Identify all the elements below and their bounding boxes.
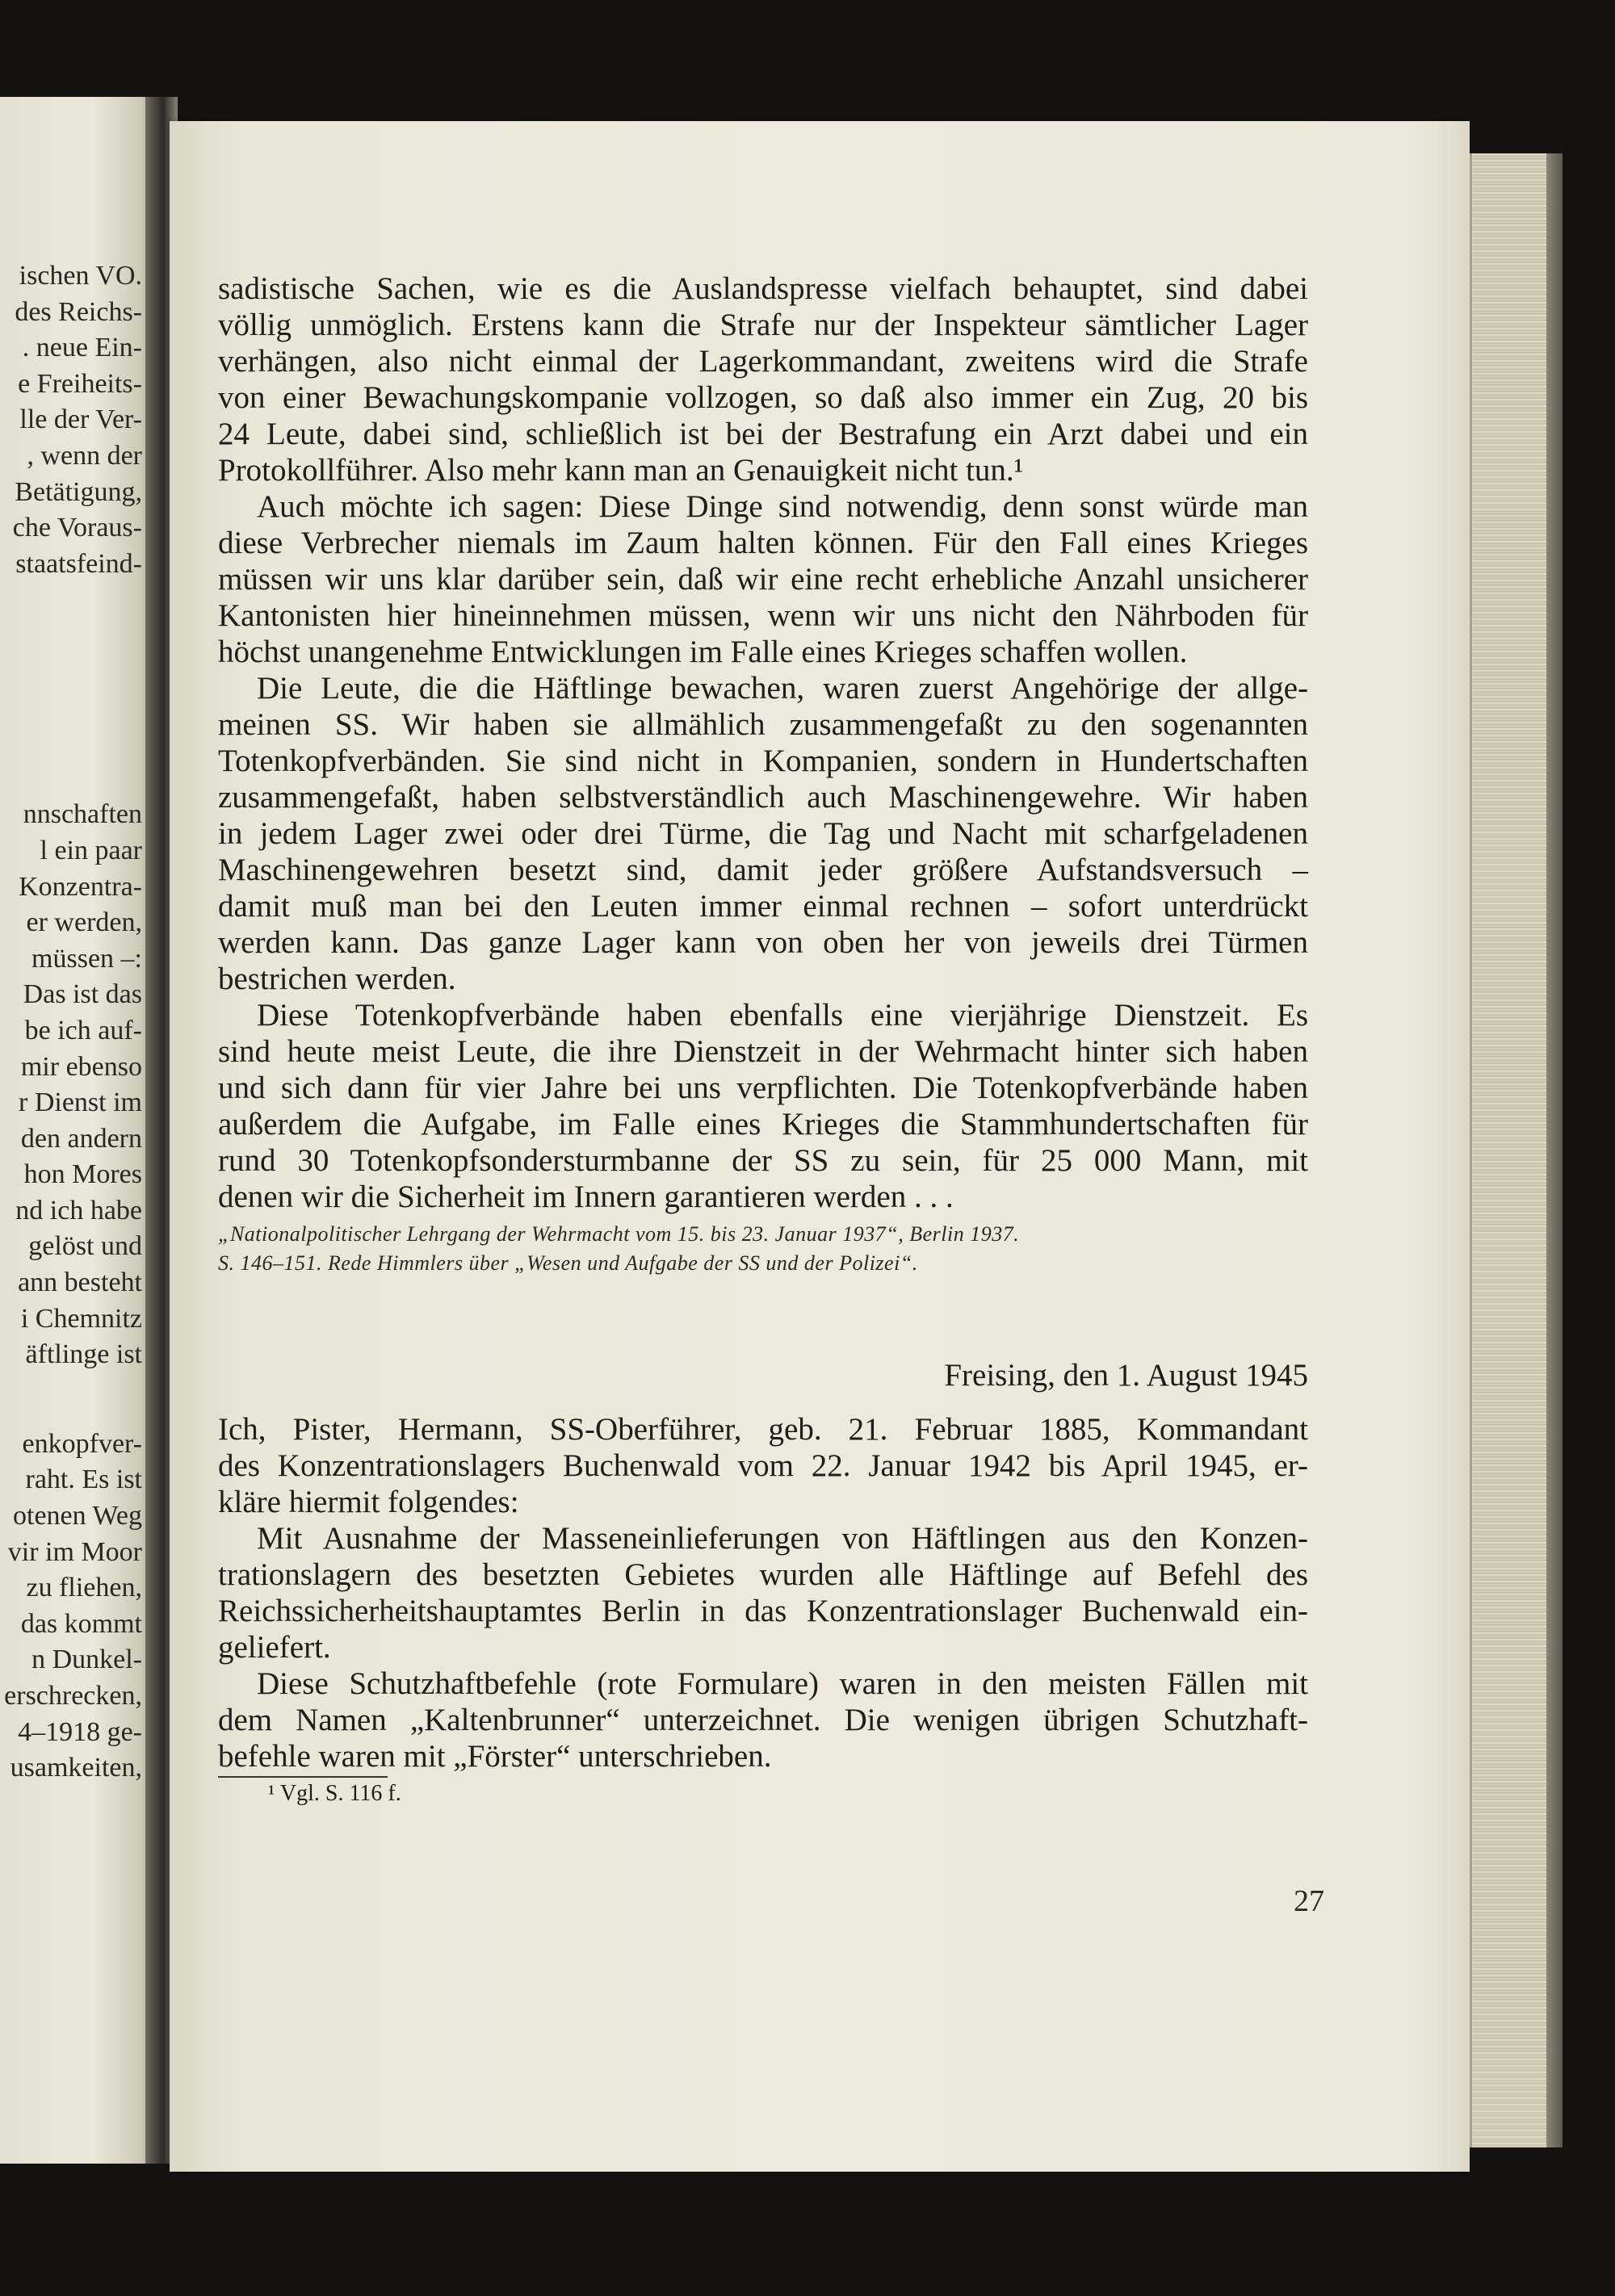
pister-statement (218, 1411, 1308, 1774)
left-page-line: n Dunkel- (31, 1644, 142, 1675)
left-page-gap (0, 582, 142, 797)
speech-line: 24 Leute, dabei sind, schließlich ist bei der Bestrafung ein Arzt dabei und ein (218, 417, 1308, 451)
speech-line: Diese Totenkopfverbände haben ebenfalls eine vierjährige Dienstzeit. Es (257, 998, 1308, 1033)
source-citation (218, 1220, 1308, 1278)
page-number: 27 (1294, 1884, 1324, 1918)
book-cover-edge (1546, 153, 1563, 2147)
statement-line: Reichssicherheitshauptamtes Berlin in das Konzentrationslager Buchenwald ein- (218, 1594, 1308, 1628)
speech-line: rund 30 Totenkopfsondersturmbanne der SS zu sein, für 25 000 Mann, mit (218, 1143, 1308, 1178)
left-page-gap (0, 1373, 142, 1427)
left-page-line: ann besteht (18, 1267, 142, 1298)
left-page-line: . neue Ein- (22, 333, 142, 363)
statement-line: trationslagern des besetzten Gebietes wurden alle Häftlinge auf Befehl des (218, 1557, 1308, 1592)
speech-line: bestrichen werden. (218, 962, 456, 996)
left-page-line: erschrecken, (4, 1681, 142, 1711)
statement-line: dem Namen „Kaltenbrunner“ unterzeichnet. Die wenigen übrigen Schutzhaft- (218, 1703, 1308, 1737)
statement-line: Ich, Pister, Hermann, SS-Oberführer, geb. 21. Februar 1885, Kommandant (218, 1412, 1308, 1447)
speech-line: meinen SS. Wir haben sie allmählich zusammengefaßt zu den sogenannten (218, 707, 1308, 742)
left-page-line: äftlinge ist (25, 1339, 142, 1370)
left-page-line: nnschaften (23, 799, 142, 830)
left-page-line: r Dienst im (19, 1087, 142, 1118)
citation-line: S. 146–151. Rede Himmlers über „Wesen und Aufgabe der SS und der Polizei“. (218, 1251, 918, 1275)
statement-line: kläre hiermit folgendes: (218, 1485, 519, 1519)
himmler-speech-excerpt (218, 270, 1308, 1215)
left-page-line: müssen –: (31, 943, 142, 974)
left-page-line: otenen Weg (13, 1501, 142, 1531)
left-facing-page (0, 97, 153, 2164)
left-page-line: Das ist das (23, 979, 142, 1010)
left-page-line: usamkeiten, (10, 1753, 142, 1783)
statement-line: befehle waren mit „Förster“ unterschrieben. (218, 1739, 772, 1774)
left-page-line: , wenn der (27, 440, 142, 471)
left-page-line: 4–1918 ge- (18, 1716, 142, 1747)
speech-line: Totenkopfverbänden. Sie sind nicht in Kompanien, sondern in Hundertschaften (218, 744, 1308, 778)
speech-line: in jedem Lager zwei oder drei Türme, die Tag und Nacht mit scharfgeladenen (218, 816, 1308, 851)
left-page-line: ischen VO. (19, 261, 142, 291)
left-page-text (0, 258, 142, 1787)
footnote: ¹ Vgl. S. 116 f. (268, 1781, 401, 1806)
statement-line: Mit Ausnahme der Masseneinlieferungen von Häftlingen aus den Konzen- (257, 1521, 1308, 1556)
left-page-line: nd ich habe (15, 1195, 142, 1226)
left-page-line: mir ebenso (20, 1051, 142, 1082)
left-page-line: den andern (20, 1123, 142, 1154)
left-page-line: be ich auf- (24, 1015, 142, 1045)
left-page-line: vir im Moor (7, 1536, 142, 1567)
speech-line: und sich dann für vier Jahre bei uns verpflichten. Die Totenkopfverbände haben (218, 1070, 1308, 1105)
speech-line: von einer Bewachungskompanie vollzogen, so daß also immer ein Zug, 20 bis (218, 380, 1308, 415)
speech-line: Die Leute, die die Häftlinge bewachen, waren zuerst Angehörige der allge- (257, 671, 1308, 706)
dateline: Freising, den 1. August 1945 (944, 1358, 1308, 1393)
left-page-line: gelöst und (28, 1231, 142, 1262)
left-page-line: lle der Ver- (19, 404, 142, 435)
page-edges (1470, 153, 1549, 2147)
statement-line: geliefert. (218, 1630, 331, 1665)
left-page-line: raht. Es ist (25, 1464, 142, 1495)
left-page-line: er werden, (26, 907, 142, 938)
speech-line: höchst unangenehme Entwicklungen im Falle eines Krieges schaffen wollen. (218, 635, 1188, 669)
speech-line: damit muß man bei den Leuten immer einmal rechnen – sofort unterdrückt (218, 889, 1308, 924)
speech-line: außerdem die Aufgabe, im Falle eines Krieges die Stammhundertschaften für (218, 1107, 1308, 1142)
speech-line: zusammengefaßt, haben selbstverständlich auch Maschinengewehre. Wir haben (218, 780, 1308, 815)
left-page-line: enkopfver- (22, 1428, 142, 1459)
speech-line: Kantonisten hier hineinnehmen müssen, wenn wir uns nicht den Nährboden für (218, 598, 1308, 633)
speech-line: müssen wir uns klar darüber sein, daß wir eine recht erhebliche Anzahl unsicherer (218, 562, 1308, 597)
left-page-line: hon Mores (23, 1159, 142, 1190)
speech-line: sadistische Sachen, wie es die Auslandspresse vielfach behauptet, sind dabei (218, 271, 1308, 306)
speech-line: Maschinengewehren besetzt sind, damit jeder größere Aufstandsversuch – (218, 853, 1308, 887)
left-page-line: i Chemnitz (20, 1303, 142, 1334)
speech-line: sind heute meist Leute, die ihre Dienstzeit in der Wehrmacht hinter sich haben (218, 1034, 1308, 1069)
speech-line: verhängen, also nicht einmal der Lagerkommandant, zweitens wird die Strafe (218, 344, 1308, 379)
left-page-line: das kommt (20, 1608, 142, 1639)
left-page-line: e Freiheits- (18, 368, 142, 399)
speech-line: Auch möchte ich sagen: Diese Dinge sind notwendig, denn sonst würde man (257, 489, 1308, 524)
speech-line: diese Verbrecher niemals im Zaum halten können. Für den Fall eines Krieges (218, 526, 1308, 560)
left-page-line: che Voraus- (12, 513, 142, 543)
speech-line: völlig unmöglich. Erstens kann die Strafe nur der Inspekteur sämtlicher Lager (218, 308, 1308, 342)
speech-line: denen wir die Sicherheit im Innern garantieren werden . . . (218, 1179, 954, 1214)
citation-line: „Nationalpolitischer Lehrgang der Wehrmacht vom 15. bis 23. Januar 1937“, Berlin 1937. (218, 1222, 1020, 1246)
left-page-line: des Reichs- (15, 296, 142, 327)
statement-line: Diese Schutzhaftbefehle (rote Formulare) waren in den meisten Fällen mit (257, 1666, 1308, 1701)
statement-line: des Konzentrationslagers Buchenwald vom 22. Januar 1942 bis April 1945, er- (218, 1448, 1308, 1483)
left-page-line: staatsfeind- (15, 548, 142, 579)
left-page-line: l ein paar (40, 835, 142, 865)
speech-line: werden kann. Das ganze Lager kann von oben her von jeweils drei Türmen (218, 925, 1308, 960)
left-page-line: Konzentra- (19, 871, 142, 902)
left-page-line: zu fliehen, (26, 1573, 142, 1603)
left-page-line: Betätigung, (15, 476, 142, 507)
speech-line: Protokollführer. Also mehr kann man an Genauigkeit nicht tun.¹ (218, 453, 1024, 488)
page-text-block (218, 270, 1308, 1810)
